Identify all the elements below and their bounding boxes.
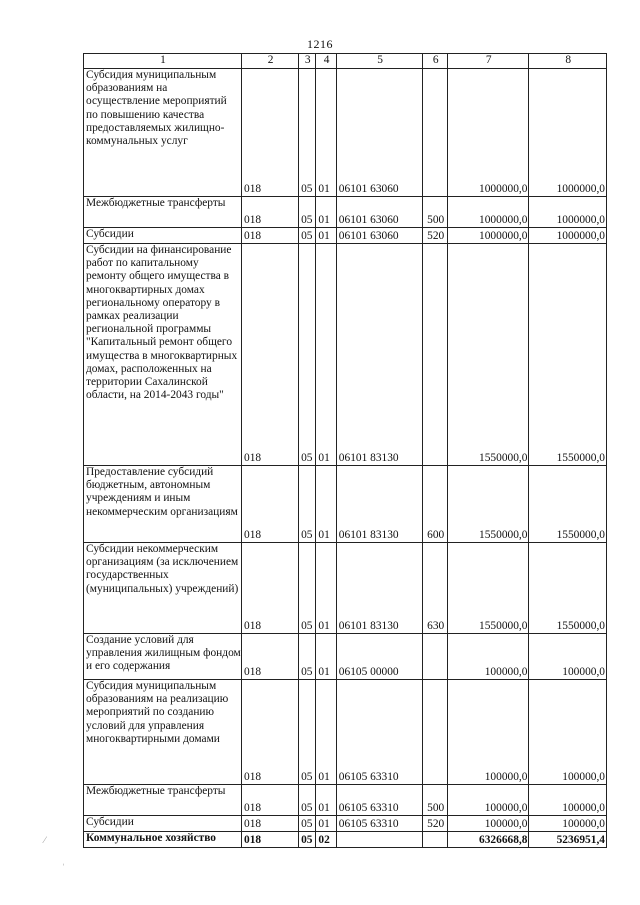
row-name: Субсидия муниципальным образованиям на реализацию мероприятий по созданию условий для управления многоквартирными домами	[84, 680, 242, 785]
table-row	[84, 680, 607, 785]
col-code: 018	[242, 543, 299, 634]
col-type: 500	[423, 785, 447, 816]
col-subsection: 01	[316, 680, 336, 785]
col-type: 630	[423, 543, 447, 634]
col-type	[423, 634, 447, 680]
col-target: 06101 63060	[336, 228, 423, 244]
column-header: 8	[529, 54, 607, 69]
col-target	[336, 832, 423, 848]
scan-mark: ˒	[62, 858, 65, 868]
col-subsection: 01	[316, 816, 336, 832]
col-amount-2: 100000,0	[529, 785, 607, 816]
col-type	[423, 832, 447, 848]
col-type	[423, 69, 447, 197]
table-row	[84, 69, 607, 197]
table-row	[84, 244, 607, 466]
col-amount-1: 100000,0	[447, 785, 529, 816]
row-name: Субсидии	[84, 228, 242, 244]
col-amount-2: 1550000,0	[529, 466, 607, 543]
col-type	[423, 680, 447, 785]
col-section: 05	[299, 785, 316, 816]
row-name: Субсидии некоммерческим организациям (за исключением государственных (муниципальных) учреждений)	[84, 543, 242, 634]
col-subsection: 01	[316, 543, 336, 634]
col-amount-2: 1000000,0	[529, 69, 607, 197]
col-target: 06101 83130	[336, 466, 423, 543]
row-name: Межбюджетные трансферты	[84, 197, 242, 228]
table-row	[84, 228, 607, 244]
col-code: 018	[242, 69, 299, 197]
column-header: 4	[316, 54, 336, 69]
col-code: 018	[242, 634, 299, 680]
row-name: Создание условий для управления жилищным фондом и его содержания	[84, 634, 242, 680]
col-amount-2: 100000,0	[529, 680, 607, 785]
col-amount-1: 1000000,0	[447, 69, 529, 197]
table-row	[84, 832, 607, 848]
col-target: 06101 63060	[336, 197, 423, 228]
col-subsection: 01	[316, 69, 336, 197]
col-section: 05	[299, 816, 316, 832]
col-amount-1: 6326668,8	[447, 832, 529, 848]
row-name: Субсидии	[84, 816, 242, 832]
col-type	[423, 244, 447, 466]
col-amount-1: 1000000,0	[447, 197, 529, 228]
row-name: Субсидии на финансирование работ по капитальному ремонту общего имущества в многоквартирных домах региональному оператору в рамках реализации региональной программы "Капитальный ремонт общего имущества в многоквартирных домах, расположенных на территории Сахалинской области, на 2014-2043 годы"	[84, 244, 242, 466]
col-subsection: 01	[316, 634, 336, 680]
col-code: 018	[242, 228, 299, 244]
col-amount-2: 100000,0	[529, 634, 607, 680]
table-row	[84, 543, 607, 634]
col-amount-2: 1550000,0	[529, 543, 607, 634]
row-name: Коммунальное хозяйство	[84, 832, 242, 848]
col-target: 06101 83130	[336, 244, 423, 466]
col-amount-2: 100000,0	[529, 816, 607, 832]
col-type: 520	[423, 228, 447, 244]
col-type: 500	[423, 197, 447, 228]
col-section: 05	[299, 466, 316, 543]
page-number: 1216	[307, 37, 333, 51]
col-amount-1: 1550000,0	[447, 466, 529, 543]
col-type: 520	[423, 816, 447, 832]
col-section: 05	[299, 228, 316, 244]
col-code: 018	[242, 816, 299, 832]
col-amount-2: 1000000,0	[529, 228, 607, 244]
col-amount-1: 100000,0	[447, 680, 529, 785]
col-section: 05	[299, 69, 316, 197]
col-target: 06101 63060	[336, 69, 423, 197]
table-header-row	[84, 54, 607, 69]
col-code: 018	[242, 244, 299, 466]
column-header: 5	[336, 54, 423, 69]
col-target: 06105 63310	[336, 816, 423, 832]
row-name: Субсидия муниципальным образованиям на осуществление мероприятий по повышению качества предоставляемых жилищно-коммунальных услуг	[84, 69, 242, 197]
col-code: 018	[242, 466, 299, 543]
col-amount-2: 5236951,4	[529, 832, 607, 848]
row-name: Межбюджетные трансферты	[84, 785, 242, 816]
col-target: 06105 63310	[336, 680, 423, 785]
col-target: 06101 83130	[336, 543, 423, 634]
col-amount-1: 1550000,0	[447, 244, 529, 466]
col-code: 018	[242, 832, 299, 848]
col-subsection: 01	[316, 785, 336, 816]
column-header: 3	[299, 54, 316, 69]
col-code: 018	[242, 680, 299, 785]
column-header: 2	[242, 54, 299, 69]
col-section: 05	[299, 680, 316, 785]
col-section: 05	[299, 244, 316, 466]
budget-table	[83, 53, 607, 848]
col-target: 06105 63310	[336, 785, 423, 816]
col-subsection: 01	[316, 466, 336, 543]
col-type: 600	[423, 466, 447, 543]
row-name: Предоставление субсидий бюджетным, автономным учреждениям и иным некоммерческим организациям	[84, 466, 242, 543]
col-section: 05	[299, 197, 316, 228]
column-header: 7	[447, 54, 529, 69]
col-subsection: 02	[316, 832, 336, 848]
table-row	[84, 634, 607, 680]
col-amount-1: 1550000,0	[447, 543, 529, 634]
column-header: 6	[423, 54, 447, 69]
col-section: 05	[299, 634, 316, 680]
col-target: 06105 00000	[336, 634, 423, 680]
table-row	[84, 816, 607, 832]
table-row	[84, 197, 607, 228]
col-subsection: 01	[316, 244, 336, 466]
col-amount-2: 1000000,0	[529, 197, 607, 228]
col-section: 05	[299, 832, 316, 848]
col-code: 018	[242, 197, 299, 228]
col-section: 05	[299, 543, 316, 634]
col-amount-1: 100000,0	[447, 634, 529, 680]
col-amount-1: 100000,0	[447, 816, 529, 832]
col-subsection: 01	[316, 228, 336, 244]
table-row	[84, 466, 607, 543]
col-amount-2: 1550000,0	[529, 244, 607, 466]
table-row	[84, 785, 607, 816]
col-amount-1: 1000000,0	[447, 228, 529, 244]
column-header: 1	[84, 54, 242, 69]
scan-mark: ⁄	[44, 835, 46, 845]
col-subsection: 01	[316, 197, 336, 228]
col-code: 018	[242, 785, 299, 816]
